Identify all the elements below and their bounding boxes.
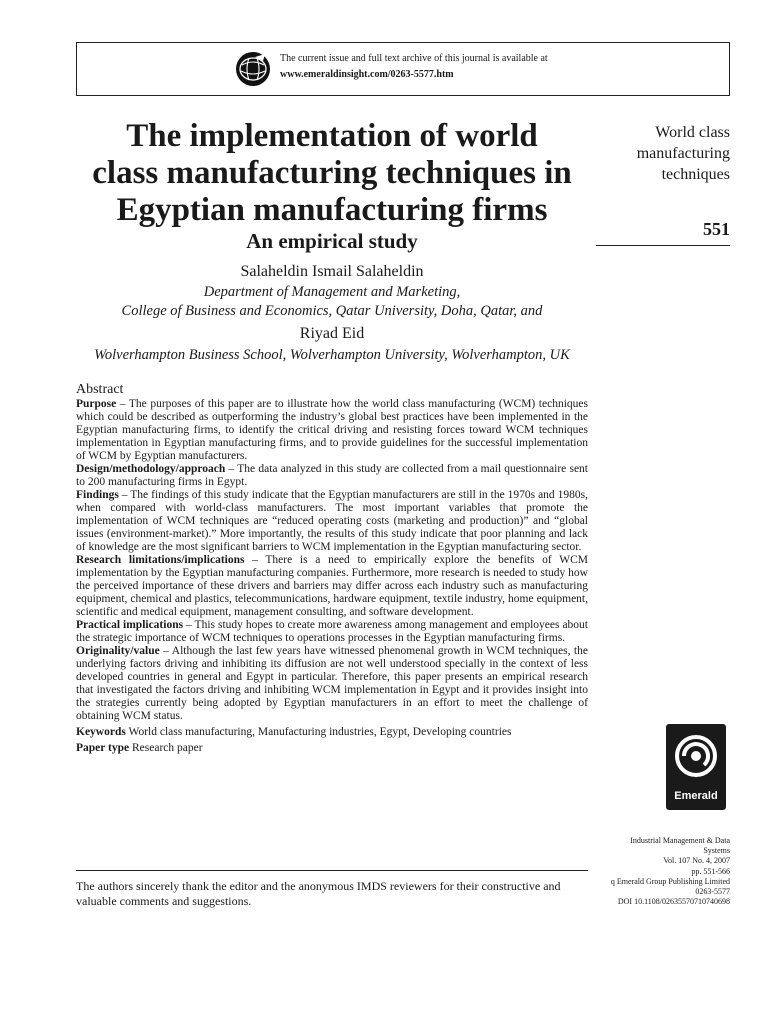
section-label: Purpose	[76, 398, 117, 410]
emerald-logo-icon	[666, 724, 726, 810]
section-label: Originality/value	[76, 645, 160, 657]
journal-url-link[interactable]: www.emeraldinsight.com/0263-5577.htm	[280, 69, 454, 80]
section-text: – The data analyzed in this study are collected from a mail questionnaire sent to 200 manufacturing firms in Egypt.	[76, 463, 588, 488]
page-number: 551	[703, 219, 730, 239]
journal-info-line: 0263-5577	[695, 887, 730, 897]
availability-text: The current issue and full text archive of this journal is available at	[280, 53, 548, 64]
journal-info-line: Vol. 107 No. 4, 2007	[663, 856, 730, 866]
keywords-text: World class manufacturing, Manufacturing industries, Egypt, Developing countries	[125, 726, 512, 738]
paper-type-label: Paper type	[76, 742, 130, 754]
running-title-line: World class	[655, 124, 730, 141]
journal-info	[590, 836, 730, 907]
publisher-name: Emerald	[674, 790, 718, 802]
section-label: Research limitations/implications	[76, 554, 245, 566]
globe-icon	[235, 51, 271, 87]
abstract-heading: Abstract	[76, 382, 124, 397]
author-affiliation: College of Business and Economics, Qatar University, Doha, Qatar, and	[121, 303, 543, 319]
paper-type-text: Research paper	[129, 742, 203, 754]
keywords	[76, 726, 588, 739]
paper-type	[76, 742, 588, 755]
running-title-line: techniques	[661, 166, 730, 183]
journal-info-line: Industrial Management & Data	[630, 836, 730, 845]
abstract-section-design	[76, 463, 588, 489]
acknowledgement-footnote: The authors sincerely thank the editor and the anonymous IMDS reviewers for their constructive and valuable comments and suggestions.	[76, 879, 561, 908]
running-title	[596, 122, 730, 185]
abstract-section-originality	[76, 645, 588, 723]
abstract-section-findings	[76, 489, 588, 554]
author-name: Salaheldin Ismail Salaheldin	[240, 263, 424, 280]
section-label: Design/methodology/approach	[76, 463, 226, 475]
abstract-section-limitations	[76, 554, 588, 619]
keywords-label: Keywords	[76, 726, 126, 738]
section-label: Practical implications	[76, 619, 184, 631]
journal-info-line: pp. 551-566	[691, 866, 730, 876]
abstract-section-purpose	[76, 398, 588, 463]
journal-availability-box	[76, 42, 730, 96]
title-line: class manufacturing techniques in	[92, 155, 572, 191]
title-line: Egyptian manufacturing firms	[116, 192, 548, 228]
paper-subtitle: An empirical study	[246, 229, 418, 253]
author-affiliation: Wolverhampton Business School, Wolverhampton University, Wolverhampton, UK	[94, 347, 570, 363]
author-affiliation: Department of Management and Marketing,	[203, 284, 461, 300]
section-text: – There is a need to empirically explore the benefits of WCM implementation by the Egyptian manufacturing companies. Furthermore, more research is needed to study how the perceived importance of these drivers and barriers may differ across each industry such as manufacturing equipment, chemical and plastics, telecommunications, hardware equipment, textile industry, home equipment, scientific and medical equipment, management consulting, and software development.	[76, 554, 589, 618]
journal-info-line: q Emerald Group Publishing Limited	[610, 876, 730, 886]
running-title-line: manufacturing	[636, 145, 730, 162]
section-text: – The findings of this study indicate that the Egyptian manufacturers are still in the 1970s and 1980s, when compared with world-class manufacturers. The most important variables that promote the implementation of WCM techniques are “reduced operating costs (marketing and production)” and “global issues (environment-market).” More importantly, the results of this study indicate that poor planning and lack of knowledge are the most significant barriers to WCM implementation in the Egyptian manufacturing sector.	[76, 489, 588, 553]
sidebar-rule	[596, 245, 730, 246]
section-label: Findings	[76, 489, 119, 501]
journal-info-line: DOI 10.1108/02635570710740698	[617, 897, 730, 907]
abstract-section-practical	[76, 619, 588, 645]
section-text: – Although the last few years have witnessed phenomenal growth in WCM techniques, the underlying factors driving and inhibiting its diffusion are not well understood specially in the context of less developed countries in general and Egypt in particular. Therefore, this paper presents an empirical research that investigated the factors driving and inhibiting WCM implementation in Egypt and it provides insight into the strategies currently being adopted by Egyptian manufacturers in an effort to meet the challenge of obtaining WCM status.	[76, 645, 588, 722]
paper-title	[76, 118, 588, 229]
section-text: – The purposes of this paper are to illustrate how the world class manufacturing (WCM) techniques which could be described as outperforming the industry’s global best practices have been implemented in the Egyptian manufacturing firms, to identify the critical driving and resisting forces toward WCM techniques implementation in Egyptian manufacturing firms, and to provide guidelines for the successful implementation of WCM by Egyptian manufacturers.	[76, 398, 588, 462]
author-name: Riyad Eid	[299, 325, 365, 342]
abstract	[76, 383, 588, 755]
section-text: – This study hopes to create more awareness among management and employees about the strategic importance of WCM techniques to operations processes in the Egyptian manufacturing firms.	[76, 619, 589, 644]
title-line: The implementation of world	[126, 118, 538, 154]
journal-info-line: Systems	[703, 846, 730, 856]
footnote-rule	[76, 870, 588, 871]
